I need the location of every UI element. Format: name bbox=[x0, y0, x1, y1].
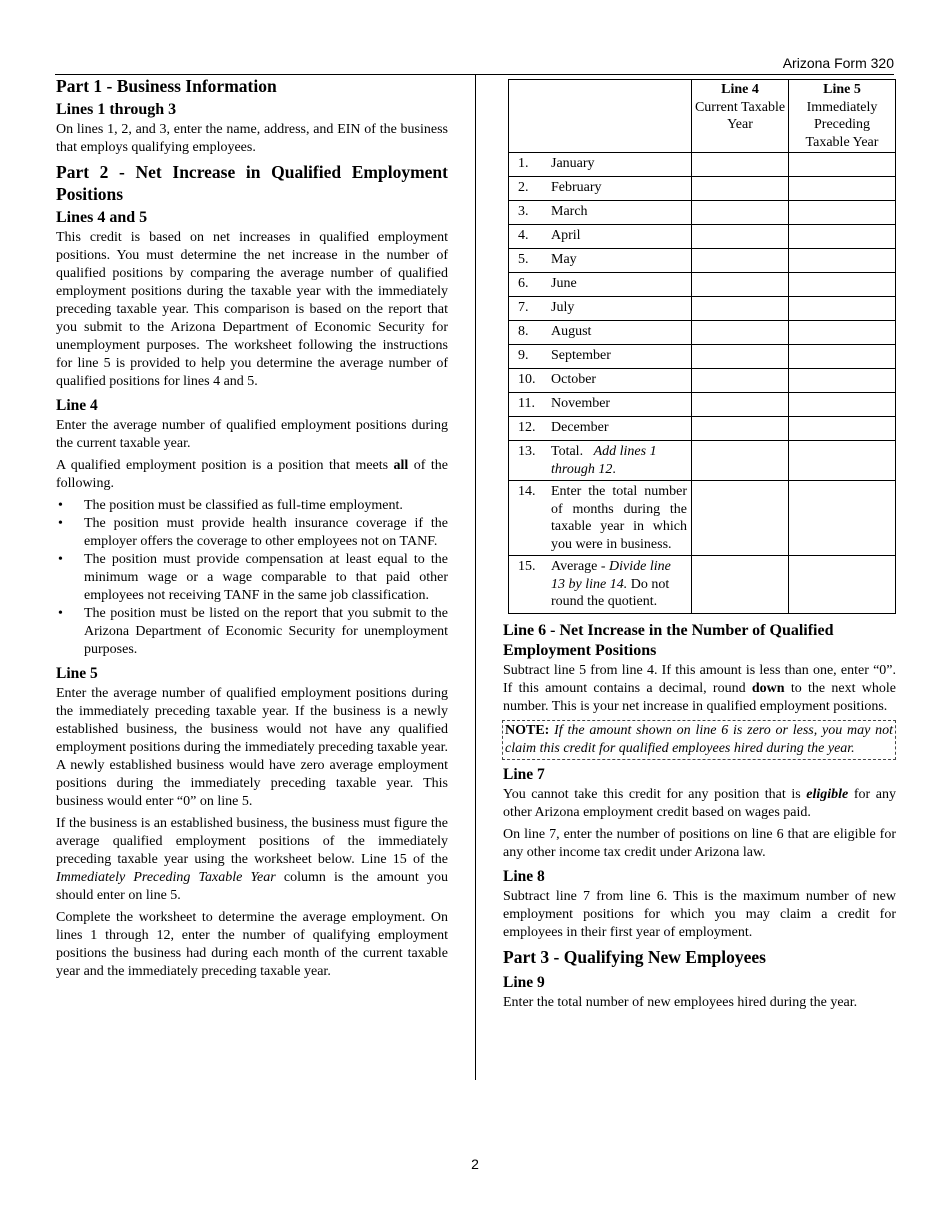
line4-text: Enter the average number of qualified employment positions during the current taxable year. bbox=[56, 418, 448, 451]
prior-year-input-cell[interactable] bbox=[789, 345, 896, 369]
total-row: 13. Total. Add lines 1 through 12. bbox=[509, 441, 896, 481]
list-item: • The position must be listed on the report that you submit to the Arizona Department of Economic Security for unemployment purposes. bbox=[58, 606, 448, 657]
prior-year-input-cell[interactable] bbox=[789, 249, 896, 273]
table-row: 10. October bbox=[509, 369, 896, 393]
table-row: 6. June bbox=[509, 273, 896, 297]
established-business-text: If the business is an established business, the business must figure the average qualified employment positions of the immediately preceding taxable year using the worksheet below. Line 15 of the Immediately Preceding Taxable Year column is the amount you should enter on line 5. bbox=[56, 816, 448, 903]
part1-title: Part 1 - Business Information bbox=[56, 76, 277, 96]
list-item: • The position must be classified as full-time employment. bbox=[58, 498, 403, 513]
lines4-5-text: This credit is based on net increases in qualified employment positions. You must determine the net increase in the number of qualified positions by comparing the average number of qualified employment positions during the taxable year with the immediately preceding taxable year. This comparison is based on the report that you submit to the Arizona Department of Economic Security for unemployment purposes. The worksheet following the instructions for line 5 is provided to help you determine the average number of qualified positions for lines 4 and 5. bbox=[56, 230, 448, 389]
current-year-input-cell[interactable] bbox=[692, 225, 789, 249]
current-year-input-cell[interactable] bbox=[692, 177, 789, 201]
bullet-icon: • bbox=[58, 606, 63, 621]
prior-year-total-cell[interactable] bbox=[789, 441, 896, 481]
line9-heading: Line 9 bbox=[503, 973, 545, 991]
prior-year-input-cell[interactable] bbox=[789, 369, 896, 393]
column-divider bbox=[475, 74, 476, 1080]
current-year-input-cell[interactable] bbox=[692, 297, 789, 321]
line5-heading: Line 5 bbox=[56, 665, 98, 682]
prior-year-input-cell[interactable] bbox=[789, 177, 896, 201]
line4-heading: Line 4 bbox=[56, 397, 98, 414]
current-year-input-cell[interactable] bbox=[692, 201, 789, 225]
current-year-input-cell[interactable] bbox=[692, 249, 789, 273]
current-year-input-cell[interactable] bbox=[692, 273, 789, 297]
table-row: 12. December bbox=[509, 417, 896, 441]
current-year-input-cell[interactable] bbox=[692, 345, 789, 369]
table-row: 9. September bbox=[509, 345, 896, 369]
prior-year-input-cell[interactable] bbox=[789, 321, 896, 345]
current-year-total-cell[interactable] bbox=[692, 441, 789, 481]
list-item: • The position must provide compensation at least equal to the minimum wage or a wage comparable to that paid other employees not receiving TANF in the same job classification. bbox=[58, 552, 448, 603]
form-id: Arizona Form 320 bbox=[782, 55, 894, 71]
average-row: 15. Average - Divide line 13 by line 14. Do not round the quotient. bbox=[509, 556, 896, 614]
bullet-icon: • bbox=[58, 498, 63, 513]
lines1-3-text: On lines 1, 2, and 3, enter the name, address, and EIN of the business that employs qualifying employees. bbox=[56, 122, 448, 155]
prior-year-input-cell[interactable] bbox=[789, 417, 896, 441]
prior-year-input-cell[interactable] bbox=[789, 153, 896, 177]
worksheet-header-row bbox=[509, 80, 896, 153]
line6-heading: Line 6 - Net Increase in the Number of Qualified Employment Positions bbox=[503, 621, 834, 659]
note-box: NOTE: If the amount shown on line 6 is zero or less, you may not claim this credit for qualified employees hired during the year. bbox=[502, 720, 896, 760]
prior-year-average-cell[interactable] bbox=[789, 556, 896, 614]
line7-text-2: On line 7, enter the number of positions on line 6 that are eligible for any other income tax credit under Arizona law. bbox=[503, 826, 896, 860]
table-row: 4. April bbox=[509, 225, 896, 249]
table-row: 8. August bbox=[509, 321, 896, 345]
line7-heading: Line 7 bbox=[503, 765, 545, 783]
table-row: 3. March bbox=[509, 201, 896, 225]
current-year-input-cell[interactable] bbox=[692, 417, 789, 441]
table-row: 5. May bbox=[509, 249, 896, 273]
current-year-input-cell[interactable] bbox=[692, 393, 789, 417]
current-year-average-cell[interactable] bbox=[692, 556, 789, 614]
column-line4-header: Line 4 Current Taxable Year bbox=[692, 80, 789, 153]
prior-year-input-cell[interactable] bbox=[789, 225, 896, 249]
table-row: 2. February bbox=[509, 177, 896, 201]
line8-heading: Line 8 bbox=[503, 867, 545, 885]
prior-year-input-cell[interactable] bbox=[789, 201, 896, 225]
table-row: 11. November bbox=[509, 393, 896, 417]
prior-year-input-cell[interactable] bbox=[789, 297, 896, 321]
page-number: 2 bbox=[471, 1156, 479, 1172]
table-row: 1. January bbox=[509, 153, 896, 177]
bullet-icon: • bbox=[58, 516, 63, 531]
line6-text: Subtract line 5 from line 4. If this amount is less than one, enter “0”. If this amount contains a decimal, round down to the next whole number. This is your net increase in qualified employment positions. bbox=[503, 662, 897, 714]
prior-year-input-cell[interactable] bbox=[789, 273, 896, 297]
qualified-definition: A qualified employment position is a position that meets all of the following. bbox=[56, 458, 448, 491]
table-row: 7. July bbox=[509, 297, 896, 321]
line5-text: Enter the average number of qualified employment positions during the immediately preceding taxable year. If the business is a newly established business, the business would not have any qualified employment positions during the immediately preceding taxable year. A newly established business would have zero average employment positions during the immediately preceding taxable year. This business would enter “0” on line 5. bbox=[56, 686, 448, 809]
line7-text: You cannot take this credit for any position that is eligible for any other Arizona employment credit based on wages paid. bbox=[503, 786, 896, 820]
requirements-list bbox=[56, 497, 448, 659]
current-year-input-cell[interactable] bbox=[692, 369, 789, 393]
left-column bbox=[56, 75, 448, 985]
line9-text: Enter the total number of new employees hired during the year. bbox=[503, 994, 858, 1010]
part3-title: Part 3 - Qualifying New Employees bbox=[503, 946, 766, 967]
prior-year-input-cell[interactable] bbox=[789, 393, 896, 417]
current-year-input-cell[interactable] bbox=[692, 153, 789, 177]
current-year-input-cell[interactable] bbox=[692, 321, 789, 345]
part2-title: Part 2 - Net Increase in Qualified Employment Positions bbox=[56, 162, 448, 204]
average-employment-worksheet bbox=[508, 79, 896, 614]
prior-year-months-cell[interactable] bbox=[789, 481, 896, 556]
bullet-icon: • bbox=[58, 552, 63, 567]
complete-worksheet-text: Complete the worksheet to determine the average employment. On lines 1 through 12, enter the number of qualifying employment positions the business had during each month of the current taxable year and the immediately preceding taxable year. bbox=[56, 910, 448, 979]
column-line5-header: Line 5 Immediately Preceding Taxable Year bbox=[789, 80, 896, 153]
lines4-5-heading: Lines 4 and 5 bbox=[56, 209, 148, 226]
months-in-business-row: 14. Enter the total number of months during the taxable year in which you were in business. bbox=[509, 481, 896, 556]
header-blank-cell bbox=[509, 80, 692, 153]
line8-text: Subtract line 7 from line 6. This is the maximum number of new employment positions for which you may claim a credit for employees in their first year of employment. bbox=[503, 888, 896, 940]
current-year-months-cell[interactable] bbox=[692, 481, 789, 556]
lines1-3-heading: Lines 1 through 3 bbox=[56, 101, 177, 118]
list-item: • The position must provide health insurance coverage if the employer offers the coverage to other employees not on TANF. bbox=[58, 516, 448, 549]
right-column bbox=[503, 79, 896, 1016]
